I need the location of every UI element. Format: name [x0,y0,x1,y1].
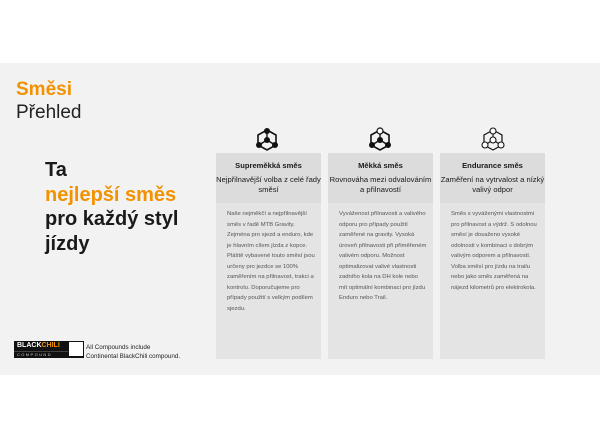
tagline-line-2: nejlepší směs [45,183,177,206]
column-body-soft [328,203,433,359]
compound-note-line-1: All Compounds include [86,344,151,351]
compound-note [86,344,180,361]
tagline-line-4: jízdy [45,232,90,255]
column-title: Endurance směs [462,161,523,170]
logo-compound-text: COMPOUND [14,351,84,358]
column-title: Supreměkká směs [235,161,302,170]
tagline-line-1: Ta [45,159,67,181]
blackchili-logo [14,341,84,357]
compound-note-line-2: Continental BlackChili compound. [86,352,181,360]
column-title: Měkká směs [358,161,403,170]
column-header-soft [328,153,433,203]
column-body-endurance [440,203,545,359]
tagline [45,158,178,256]
molecule-icon [254,127,280,153]
chili-pepper-icon [68,341,84,357]
tagline-line-3: pro každý styl [45,208,179,230]
column-header-supersoft [216,153,321,203]
column-subtitle: Rovnováha mezi odvalováním a přilnavostí [329,175,432,194]
column-header-endurance [440,153,545,203]
logo-black-text: BLACK [17,342,42,349]
slide-subtitle: Přehled [16,102,82,123]
logo-chili-text: CHILI [41,342,60,349]
column-text: Směs s vyváženými vlastnostmi pro přilnavost a výdrž. S odolnou směsí je dosaženo vysoké odolnosti v kombinaci s dobrým valivým odporem a přilnavostí. Volba směsí pro jízdu na trailu nebo jako směs zaměřená na nájezd kilometrů pro elektrokola. [451,211,537,291]
molecule-outline-icon [480,127,506,153]
column-subtitle: Nejpřilnavější volba z celé řady směsí [216,175,321,194]
column-text: Naše nejměkčí a nejpřilnavější směs v řadě MTB Gravity. Zejména pro sjezd a enduro, kde je hlavním cílem jízda z kopce. Pláště vybavené touto směsí jsou určeny pro jezdce se 100% zaměřením na přilnavost, trakci a kontrolu. Doporučujeme pro případy použití s velkým podílem sjezdu. [227,211,315,312]
column-body-supersoft [216,203,321,359]
molecule-icon [367,127,393,153]
slide-title: Směsi [16,79,72,100]
column-text: Vyváženost přilnavosti a valivého odporu pro případy použití zaměřené na gravity. Vysoká úroveň přilnavosti při přiměřeném valivém odporu. Možnost optimalizovat valivé vlastnosti zadního kola na DH kole nebo mít optimální kombinaci pro jízdu Enduro nebo Trail. [339,211,427,301]
column-subtitle: Zaměření na vytrvalost a nízký valivý odpor [440,175,545,194]
